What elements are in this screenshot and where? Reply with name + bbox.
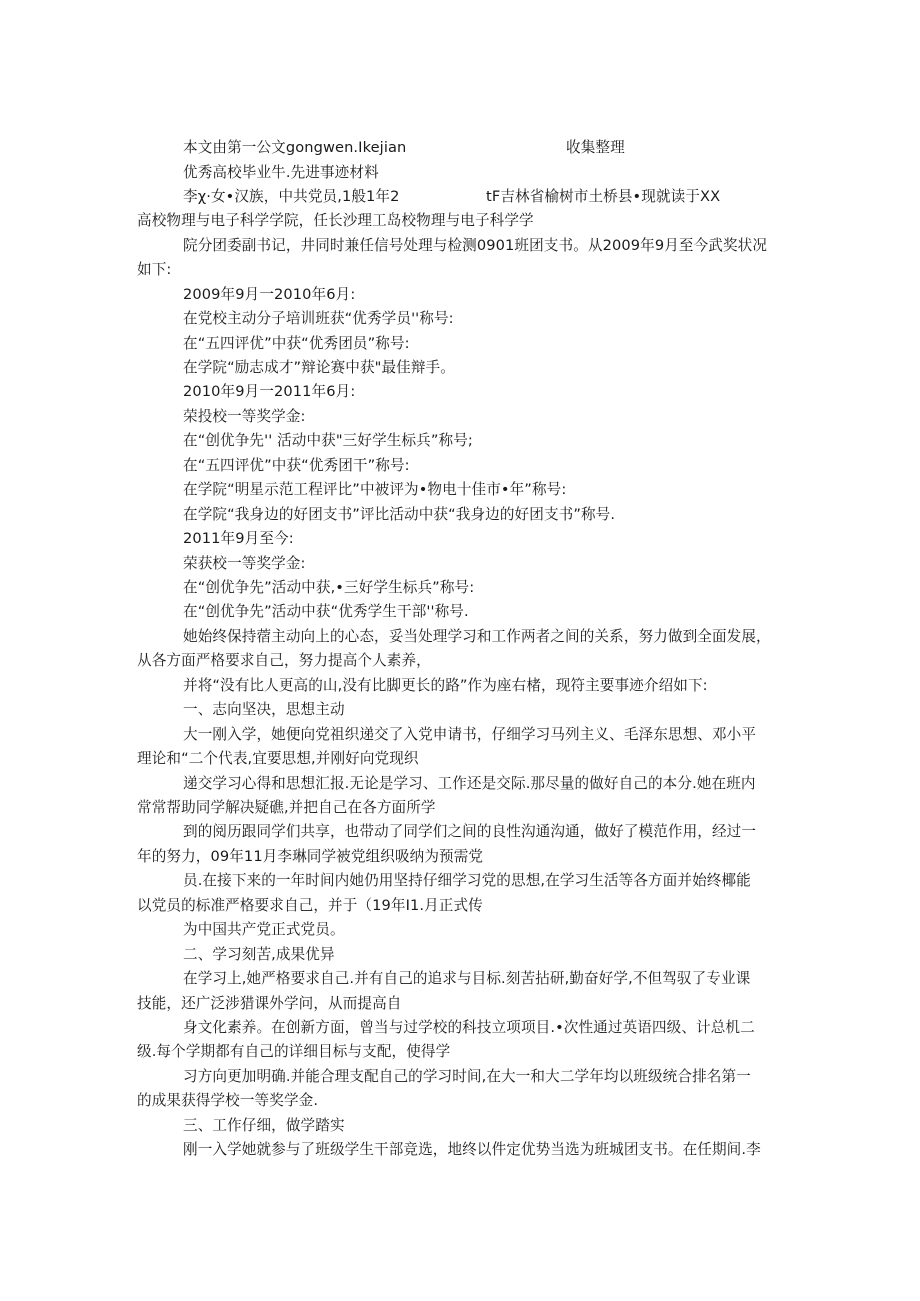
header-source: 本文由第一公文gongwen.Ikejian [183,139,407,156]
award-item: 在学院“励志成才”辩论赛中获"最佳辩手。 [183,359,455,376]
body-text-line: 的成果获得学校一等奖学金. [137,1092,319,1109]
section-heading-3: 三、工作仔细，做学踏实 [183,1117,345,1134]
body-text-line: 员.在接下来的一年时间内她仍用坚持仔细学习党的思想,在学习生活等各方面并始终椰能 [183,872,751,889]
award-item: 在“创优争先'' 活动中获"三好学生标兵”称号; [183,432,473,449]
body-text-line: 年的努力，09年11月李琳同学被党组织吸纳为预需党 [137,848,484,865]
body-text-line: 技能，还广泛涉猎课外学问，从而提高自 [137,995,402,1012]
award-item: 在“创优争先”活动中获,•三好学生标兵”称号: [183,579,475,596]
body-text-line: 到的阅历跟同学们共享，也带动了同学们之间的良性沟通沟通，做好了模范作用，经过一 [183,823,757,840]
award-item: 在学院“我身边的好团支书”评比活动中获“我身边的好团支书”称号. [183,506,616,523]
award-period: 2010年9月一2011年6月: [183,383,356,400]
award-period: 2011年9月至今: [183,530,294,547]
section-heading-1: 一、志向坚决，思想主动 [183,701,345,718]
award-item: 在“五四评优”中获“优秀团员”称号: [183,335,410,352]
intro-line-1-left: 李χ·女•汉族，中共党员,1般1年2 [183,188,400,205]
award-item: 荣获校一等奖学金: [183,555,306,572]
body-text-line: 理论和“二个代表,宜要思想,并刚好向党现织 [137,750,419,767]
award-item: 荣投校一等奖学金: [183,408,306,425]
intro-line-3: 院分团委副书记，井同时兼任信号处理与检测0901班团支书。从2009年9月至今武奖状况 [183,237,768,254]
award-item: 在“创优争先”活动中获“优秀学生干部''称号. [183,603,469,620]
body-text-line: 在学习上,她严格要求自己.并有自己的追求与目标.刻苦拈研,勤奋好学,不但驾驭了专业课 [183,970,751,987]
body-text-line: 以党员的标准严格要求自己，并于（19年I1.月正式传 [137,897,483,914]
body-text-line: 身文化素养。在创新方面，曾当与过学校的科技立项项目.•次性通过英语四级、计总机二 [183,1019,755,1036]
body-text-line: 为中国共产党正式党员。 [183,921,345,938]
document-title: 优秀高校毕业牛.先进事迹材料 [183,164,379,181]
body-text-line: 刚一入学她就参与了班级学生干部竞选，地终以件定优势当选为班城团支书。在任期间.李 [183,1141,761,1158]
body-text-line: 习方向更加明确.并能合理支配自己的学习时间,在大一和大二学年均以班级统合排名第一 [183,1068,751,1085]
award-item: 在学院“明星示范工程评比”中被评为•物电十佳市•年”称号: [183,481,567,498]
intro-line-2: 高校物理与电子科学学院，任长沙理工岛校物理与电子科学学 [137,212,534,229]
body-text-line: 她始终保持蓿主动向上的心态，妥当处理学习和工作两者之间的关系，努力做到全面发展， [183,628,771,645]
section-heading-2: 二、学习刻苦,成果优异 [183,946,335,963]
intro-line-1-right: tF吉林省榆树市土桥县•现就读于XX [486,188,721,205]
body-text-line: 从各方面严格要求自己，努力提高个人素养， [137,652,431,669]
body-text-line: 大一刚入学，她便向党祖织递交了入党申请书，仔细学习马列主义、毛泽东思想、邓小平 [183,726,757,743]
award-item: 在党校主动分子培训班获“优秀学员''称号: [183,310,454,327]
body-text-line: 递交学习心得和思想汇报.无论是学习、工作还是交际.那尽量的做好自己的本分.她在班内 [183,775,756,792]
award-period: 2009年9月一2010年6月: [183,286,356,303]
body-text-line: 级.每个学期都有自己的详细目标与支配，使得学 [137,1043,451,1060]
body-text-line: 并将“没有比人更高的山,没有比脚更长的路”作为座右楮，现符主要事迹介绍如下: [183,677,708,694]
header-collected: 收集整理 [566,139,625,156]
award-item: 在“五四评优”中获“优秀团干”称号: [183,457,410,474]
intro-line-4: 如下: [137,261,172,278]
body-text-line: 常常帮助同学解决疑礁,并把自己在各方面所学 [137,799,436,816]
